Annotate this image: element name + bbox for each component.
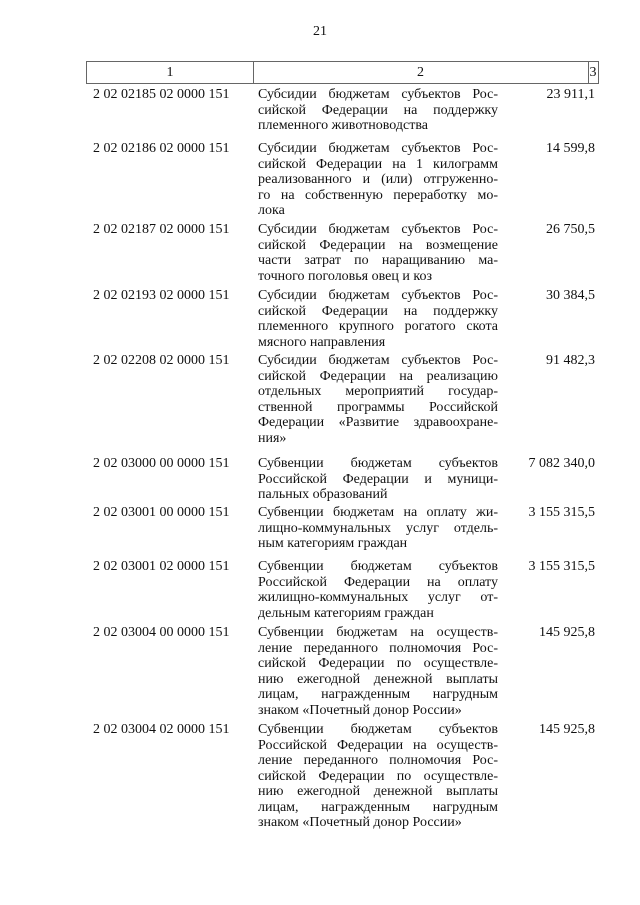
budget-code: 2 02 03000 00 0000 151 bbox=[93, 456, 230, 471]
description-line: Федерации «Развитие здравоохране- bbox=[258, 415, 498, 430]
description-line: сийской Федерации на поддержку bbox=[258, 102, 498, 118]
description-line: мясного направления bbox=[258, 334, 386, 350]
budget-code: 2 02 02208 02 0000 151 bbox=[93, 353, 230, 368]
amount-value: 3 155 315,5 bbox=[528, 559, 595, 574]
description-line: сийской Федерации по осуществле- bbox=[258, 768, 498, 784]
description-line: Субсидии бюджетам субъектов Рос- bbox=[258, 353, 498, 368]
description-line: Субсидии бюджетам субъектов Рос- bbox=[258, 222, 498, 237]
row-description bbox=[258, 456, 498, 503]
description-line: ственной программы Российской bbox=[258, 399, 498, 415]
description-line: дельным категориям граждан bbox=[258, 605, 434, 621]
row-description bbox=[258, 87, 498, 134]
description-line: части затрат по наращиванию ма- bbox=[258, 253, 498, 268]
description-line: Российской Федерации на оплату bbox=[258, 574, 498, 590]
amount-value: 30 384,5 bbox=[546, 288, 595, 303]
description-line: лока bbox=[258, 203, 285, 218]
description-line: лищно-коммунальных услуг отдель- bbox=[258, 520, 498, 536]
row-description bbox=[258, 141, 498, 219]
amount-value: 3 155 315,5 bbox=[528, 505, 595, 520]
description-line: Субвенции бюджетам на оплату жи- bbox=[258, 505, 498, 520]
description-line: Субсидии бюджетам субъектов Рос- bbox=[258, 87, 498, 102]
description-line: лицам, награжденным нагрудным bbox=[258, 687, 498, 702]
budget-code: 2 02 03004 02 0000 151 bbox=[93, 722, 230, 737]
row-description bbox=[258, 288, 498, 350]
description-line: сийской Федерации по осуществле- bbox=[258, 656, 498, 671]
row-description bbox=[258, 559, 498, 621]
table-header bbox=[86, 61, 599, 84]
description-line: Субвенции бюджетам субъектов bbox=[258, 722, 498, 737]
budget-code: 2 02 02193 02 0000 151 bbox=[93, 288, 230, 303]
description-line: Российской Федерации на осуществ- bbox=[258, 737, 498, 753]
budget-code: 2 02 02187 02 0000 151 bbox=[93, 222, 230, 237]
description-line: знаком «Почетный донор России» bbox=[258, 702, 462, 718]
amount-value: 145 925,8 bbox=[539, 625, 595, 640]
description-line: Российской Федерации и муници- bbox=[258, 471, 498, 487]
description-line: Субсидии бюджетам субъектов Рос- bbox=[258, 288, 498, 303]
column-header-2: 2 bbox=[253, 62, 589, 83]
description-line: Субсидии бюджетам субъектов Рос- bbox=[258, 141, 498, 156]
description-line: жилищно-коммунальных услуг от- bbox=[258, 590, 498, 605]
description-line: пальных образований bbox=[258, 487, 388, 502]
budget-code: 2 02 02186 02 0000 151 bbox=[93, 141, 230, 156]
description-line: нию ежегодной денежной выплаты bbox=[258, 671, 498, 687]
description-line: сийской Федерации на 1 килограмм bbox=[258, 156, 498, 172]
row-description bbox=[258, 625, 498, 718]
description-line: сийской Федерации на поддержку bbox=[258, 303, 498, 319]
description-line: сийской Федерации на реализацию bbox=[258, 368, 498, 384]
description-line: ление переданного полномочия Рос- bbox=[258, 640, 498, 656]
column-header-1: 1 bbox=[87, 62, 254, 83]
amount-value: 145 925,8 bbox=[539, 722, 595, 737]
amount-value: 26 750,5 bbox=[546, 222, 595, 237]
description-line: точного поголовья овец и коз bbox=[258, 268, 432, 284]
budget-code: 2 02 03001 00 0000 151 bbox=[93, 505, 230, 520]
description-line: племенного крупного рогатого скота bbox=[258, 319, 498, 334]
description-line: Субвенции бюджетам субъектов bbox=[258, 559, 498, 574]
description-line: го на собственную переработку мо- bbox=[258, 187, 498, 203]
description-line: отдельных мероприятий государ- bbox=[258, 384, 498, 399]
description-line: сийской Федерации на возмещение bbox=[258, 237, 498, 253]
budget-code: 2 02 03001 02 0000 151 bbox=[93, 559, 230, 574]
budget-code: 2 02 02185 02 0000 151 bbox=[93, 87, 230, 102]
description-line: лицам, награжденным нагрудным bbox=[258, 799, 498, 815]
description-line: Субвенции бюджетам субъектов bbox=[258, 456, 498, 471]
description-line: ния» bbox=[258, 430, 287, 446]
description-line: реализованного и (или) отгруженно- bbox=[258, 172, 498, 187]
row-description bbox=[258, 722, 498, 831]
amount-value: 91 482,3 bbox=[546, 353, 595, 368]
description-line: нию ежегодной денежной выплаты bbox=[258, 784, 498, 799]
amount-value: 23 911,1 bbox=[546, 87, 595, 102]
amount-value: 14 599,8 bbox=[546, 141, 595, 156]
description-line: знаком «Почетный донор России» bbox=[258, 815, 462, 830]
amount-value: 7 082 340,0 bbox=[528, 456, 595, 471]
description-line: ление переданного полномочия Рос- bbox=[258, 753, 498, 768]
row-description bbox=[258, 353, 498, 446]
description-line: Субвенции бюджетам на осуществ- bbox=[258, 625, 498, 640]
description-line: племенного животноводства bbox=[258, 118, 428, 133]
budget-code: 2 02 03004 00 0000 151 bbox=[93, 625, 230, 640]
description-line: ным категориям граждан bbox=[258, 536, 408, 551]
column-header-3: 3 bbox=[589, 65, 597, 80]
row-description bbox=[258, 222, 498, 284]
row-description bbox=[258, 505, 498, 552]
page-number: 21 bbox=[313, 24, 327, 39]
